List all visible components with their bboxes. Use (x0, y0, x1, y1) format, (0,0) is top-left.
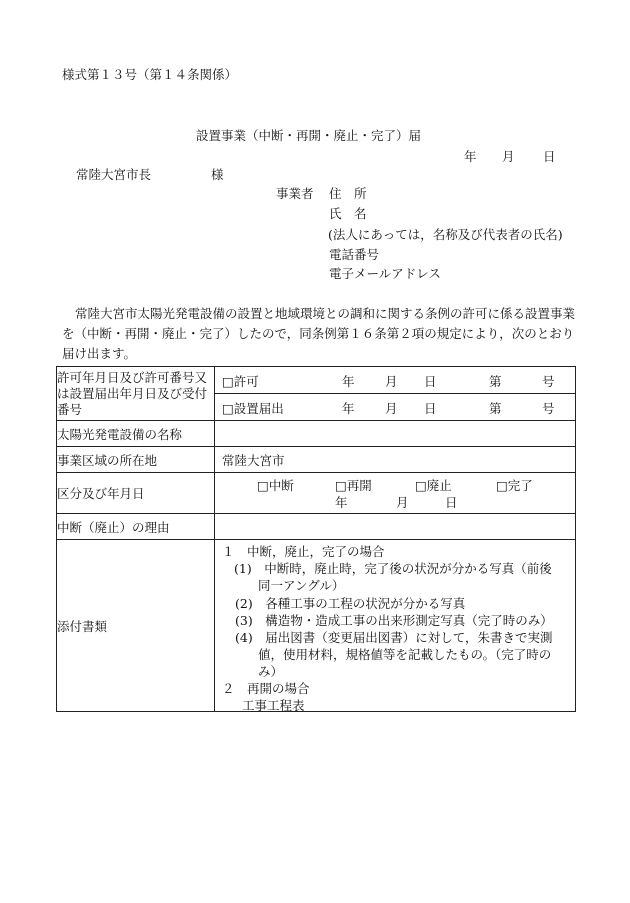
attachments-label: 添付書類 (57, 540, 215, 712)
attachment-item-1-cont: 同一アングル） (258, 577, 345, 593)
notify-day: 日 (424, 401, 437, 416)
category-option-complete[interactable]: □完了 (496, 478, 533, 493)
category-label: 区分及び年月日 (57, 473, 215, 514)
applicant-email-label: 電子メールアドレス (329, 266, 441, 281)
notification-table (56, 366, 576, 712)
date-month-label: 月 (502, 149, 515, 164)
date-year-label: 年 (464, 149, 477, 164)
permit-no-prefix: 第 (489, 374, 502, 389)
applicant-name-label: 氏 名 (329, 206, 367, 221)
attachments-cell (215, 540, 576, 712)
attachment-item-4: (4) 届出図書（変更届出図書）に対して，朱書きで実測 (235, 629, 553, 645)
category-row (215, 473, 576, 514)
facility-name-label: 太陽光発電設備の名称 (57, 421, 215, 447)
location-label: 事業区域の所在地 (57, 447, 215, 473)
facility-name-value[interactable] (215, 421, 576, 447)
category-option-abolish[interactable]: □廃止 (415, 478, 452, 493)
reason-label: 中断（廃止）の理由 (57, 514, 215, 540)
notify-no-suffix: 号 (542, 401, 555, 416)
category-year: 年 (335, 495, 348, 510)
applicant-address-label: 住 所 (329, 186, 367, 201)
attachment-item-1: (1) 中断時，廃止時，完了後の状況が分かる写真（前後 (234, 560, 552, 576)
form-number: 様式第１３号（第１４条関係） (62, 67, 238, 82)
permit-no-suffix: 号 (542, 374, 555, 389)
attachments-section-2: ２ 再開の場合 (222, 680, 310, 696)
date-day-label: 日 (543, 149, 556, 164)
attachment-item-3: (3) 構造物・造成工事の出来形測定写真（完了時のみ） (235, 612, 553, 628)
category-option-resume[interactable]: □再開 (335, 478, 372, 493)
permit-number-label: 許可年月日及び許可番号又は設置届出年月日及び受付番号 (57, 367, 215, 421)
applicant-phone-label: 電話番号 (329, 247, 380, 262)
applicant-corp-note: (法人にあっては，名称及び代表者の氏名) (328, 227, 563, 242)
permit-month: 月 (385, 374, 398, 389)
notify-row (215, 394, 576, 421)
notify-no-prefix: 第 (489, 401, 502, 416)
attachment-item-4-cont2: み） (258, 663, 284, 679)
addressee: 常陸大宮市長 (76, 167, 152, 182)
notice-paragraph: 常陸大宮市太陽光発電設備の設置と地域環境との調和に関する条例の許可に係る設置事業を（中断・再開・廃止・完了）したので，同条例第１６条第２項の規定により，次のとおり届け出ます。 (62, 306, 576, 361)
location-value[interactable]: 常陸大宮市 (215, 447, 576, 473)
notify-month: 月 (385, 401, 398, 416)
attachment-item-5: 工事工程表 (242, 697, 305, 713)
applicant-label: 事業者 (276, 186, 314, 201)
attachment-item-2: (2) 各種工事の工程の状況が分かる写真 (235, 595, 466, 611)
reason-value[interactable] (215, 514, 576, 540)
attachment-item-4-cont: 値，使用材料，規格値等を記載したもの。（完了時の (258, 646, 552, 662)
category-day: 日 (445, 495, 458, 510)
attachments-section-1: １ 中断，廃止，完了の場合 (222, 543, 385, 559)
addressee-honorific: 様 (211, 167, 224, 182)
category-option-suspend[interactable]: □中断 (257, 478, 294, 493)
notify-year: 年 (342, 401, 355, 416)
permit-checkbox[interactable]: □許可 (222, 374, 259, 389)
permit-year: 年 (342, 374, 355, 389)
category-month: 月 (396, 495, 409, 510)
permit-day: 日 (424, 374, 437, 389)
permit-row (215, 367, 576, 394)
notify-checkbox[interactable]: □設置届出 (222, 401, 284, 416)
page-title: 設置事業（中断・再開・廃止・完了）届 (196, 128, 422, 143)
